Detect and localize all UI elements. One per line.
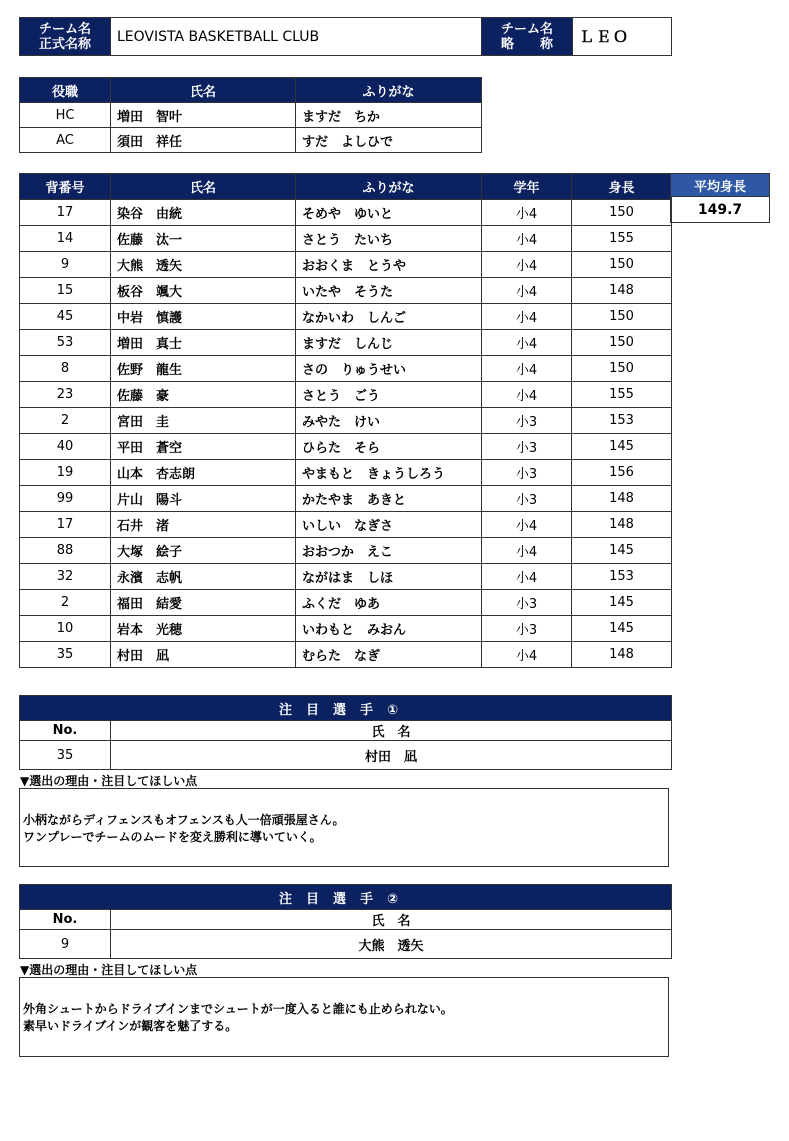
player-kana: ふくだ ゆあ [296,590,482,616]
player-height: 145 [572,538,672,564]
player-name: 染谷 由統 [111,200,296,226]
player-row [20,642,672,668]
player-number: 8 [20,356,111,382]
player-row [20,304,672,330]
player-name: 佐藤 汰一 [111,226,296,252]
player-height: 150 [572,304,672,330]
staff-header-role: 役職 [20,78,111,103]
player-row [20,486,672,512]
staff-table [19,77,482,153]
staff-name: 須田 祥任 [111,128,296,153]
player-grade: 小4 [482,642,572,668]
player-kana: ますだ しんじ [296,330,482,356]
player-name: 平田 蒼空 [111,434,296,460]
player-number: 32 [20,564,111,590]
player-name: 宮田 圭 [111,408,296,434]
player-name: 佐藤 豪 [111,382,296,408]
player-row [20,434,672,460]
player-height: 150 [572,330,672,356]
player-row [20,616,672,642]
player-height: 150 [572,200,672,226]
player-kana: さとう ごう [296,382,482,408]
player-row [20,382,672,408]
player-number: 9 [20,252,111,278]
team-abbr-label [482,18,573,56]
player-kana: やまもと きょうしろう [296,460,482,486]
player-grade: 小4 [482,226,572,252]
player-row [20,330,672,356]
player-number: 88 [20,538,111,564]
featured-reason-label: ▼選出の理由・注目してほしい点 [20,774,198,788]
players-header-grade: 学年 [482,174,572,200]
player-grade: 小3 [482,590,572,616]
player-name: 佐野 龍生 [111,356,296,382]
player-row [20,356,672,382]
players-header-number: 背番号 [20,174,111,200]
players-table [19,173,672,668]
featured-reason-line: 素早いドライブインが観客を魅了する。 [23,1019,238,1033]
player-grade: 小4 [482,512,572,538]
player-grade: 小4 [482,200,572,226]
staff-row [20,128,482,153]
player-kana: むらた なぎ [296,642,482,668]
player-height: 150 [572,252,672,278]
player-row [20,408,672,434]
team-header-table [19,17,672,56]
player-number: 10 [20,616,111,642]
featured-name-label: 氏 名 [111,721,672,741]
featured-reason-box [19,977,669,1057]
player-kana: なかいわ しんご [296,304,482,330]
player-height: 155 [572,382,672,408]
player-height: 148 [572,642,672,668]
player-row [20,460,672,486]
player-number: 23 [20,382,111,408]
team-name-value: LEOVISTA BASKETBALL CLUB [111,18,482,56]
player-kana: いしい なぎさ [296,512,482,538]
player-grade: 小4 [482,382,572,408]
player-name: 石井 渚 [111,512,296,538]
featured-no-label: No. [20,721,111,741]
team-abbr-label-line1: チーム名 [500,21,553,37]
team-name-label [20,18,111,56]
player-name: 岩本 光穂 [111,616,296,642]
player-height: 155 [572,226,672,252]
player-number: 14 [20,226,111,252]
player-row [20,590,672,616]
player-name: 山本 杏志朗 [111,460,296,486]
featured-reason-line: 外角シュートからドライブインまでシュートが一度入ると誰にも止められない。 [23,1002,453,1016]
player-name: 大熊 透矢 [111,252,296,278]
player-height: 148 [572,512,672,538]
player-number: 2 [20,408,111,434]
player-height: 150 [572,356,672,382]
player-grade: 小3 [482,616,572,642]
average-height-label: 平均身長 [671,174,770,197]
player-name: 福田 結愛 [111,590,296,616]
player-height: 145 [572,616,672,642]
player-height: 153 [572,564,672,590]
featured-reason-line: ワンプレーでチームのムードを変え勝利に導いていく。 [23,830,322,844]
player-kana: おおくま とうや [296,252,482,278]
staff-header-kana: ふりがな [296,78,482,103]
player-grade: 小3 [482,460,572,486]
player-grade: 小4 [482,356,572,382]
player-name: 中岩 慎護 [111,304,296,330]
player-height: 153 [572,408,672,434]
featured-reason-line: 小柄ながらディフェンスもオフェンスも人一倍頑張屋さん。 [23,813,345,827]
player-number: 53 [20,330,111,356]
featured-name: 村田 凪 [111,741,672,770]
staff-role: AC [20,128,111,153]
player-grade: 小4 [482,538,572,564]
player-kana: さの りゅうせい [296,356,482,382]
player-name: 永濱 志帆 [111,564,296,590]
team-abbr-value: ＬＥＯ [573,18,672,56]
player-kana: みやた けい [296,408,482,434]
player-kana: おおつか えこ [296,538,482,564]
average-height-table [670,173,770,223]
player-number: 19 [20,460,111,486]
average-height-value: 149.7 [671,197,770,223]
featured-no-label: No. [20,910,111,930]
featured-no: 35 [20,741,111,770]
player-name: 片山 陽斗 [111,486,296,512]
featured-player-2-table [19,884,672,959]
player-grade: 小3 [482,434,572,460]
player-row [20,226,672,252]
featured-title: 注目選手① [20,696,672,721]
featured-reason-box [19,788,669,867]
players-header-kana: ふりがな [296,174,482,200]
player-row [20,278,672,304]
featured-name-label: 氏 名 [111,910,672,930]
player-height: 145 [572,434,672,460]
player-grade: 小3 [482,486,572,512]
player-grade: 小4 [482,564,572,590]
player-number: 17 [20,512,111,538]
player-name: 板谷 颯大 [111,278,296,304]
featured-title: 注目選手② [20,885,672,910]
team-name-label-line2: 正式名称 [38,36,91,52]
player-grade: 小3 [482,408,572,434]
player-number: 17 [20,200,111,226]
player-height: 156 [572,460,672,486]
player-number: 45 [20,304,111,330]
player-kana: ひらた そら [296,434,482,460]
player-kana: さとう たいち [296,226,482,252]
players-header-name: 氏名 [111,174,296,200]
player-height: 148 [572,278,672,304]
player-row [20,252,672,278]
player-kana: いわもと みおん [296,616,482,642]
player-row [20,512,672,538]
player-number: 2 [20,590,111,616]
player-grade: 小4 [482,330,572,356]
player-height: 145 [572,590,672,616]
player-number: 40 [20,434,111,460]
staff-kana: ますだ ちか [296,103,482,128]
player-kana: そめや ゆいと [296,200,482,226]
player-name: 増田 真士 [111,330,296,356]
player-grade: 小4 [482,304,572,330]
staff-name: 増田 智叶 [111,103,296,128]
player-row [20,200,672,226]
featured-player-1-table [19,695,672,770]
player-kana: ながはま しほ [296,564,482,590]
player-name: 村田 凪 [111,642,296,668]
team-abbr-label-line2: 略 称 [500,36,553,52]
featured-name: 大熊 透矢 [111,930,672,959]
player-number: 99 [20,486,111,512]
player-number: 35 [20,642,111,668]
team-name-label-line1: チーム名 [38,21,91,37]
staff-kana: すだ よしひで [296,128,482,153]
staff-row [20,103,482,128]
player-grade: 小4 [482,252,572,278]
featured-reason-label: ▼選出の理由・注目してほしい点 [20,963,198,977]
players-header-height: 身長 [572,174,672,200]
player-kana: いたや そうた [296,278,482,304]
player-height: 148 [572,486,672,512]
player-row [20,564,672,590]
player-row [20,538,672,564]
player-name: 大塚 絵子 [111,538,296,564]
staff-role: HC [20,103,111,128]
player-kana: かたやま あきと [296,486,482,512]
player-number: 15 [20,278,111,304]
staff-header-name: 氏名 [111,78,296,103]
featured-no: 9 [20,930,111,959]
player-grade: 小4 [482,278,572,304]
